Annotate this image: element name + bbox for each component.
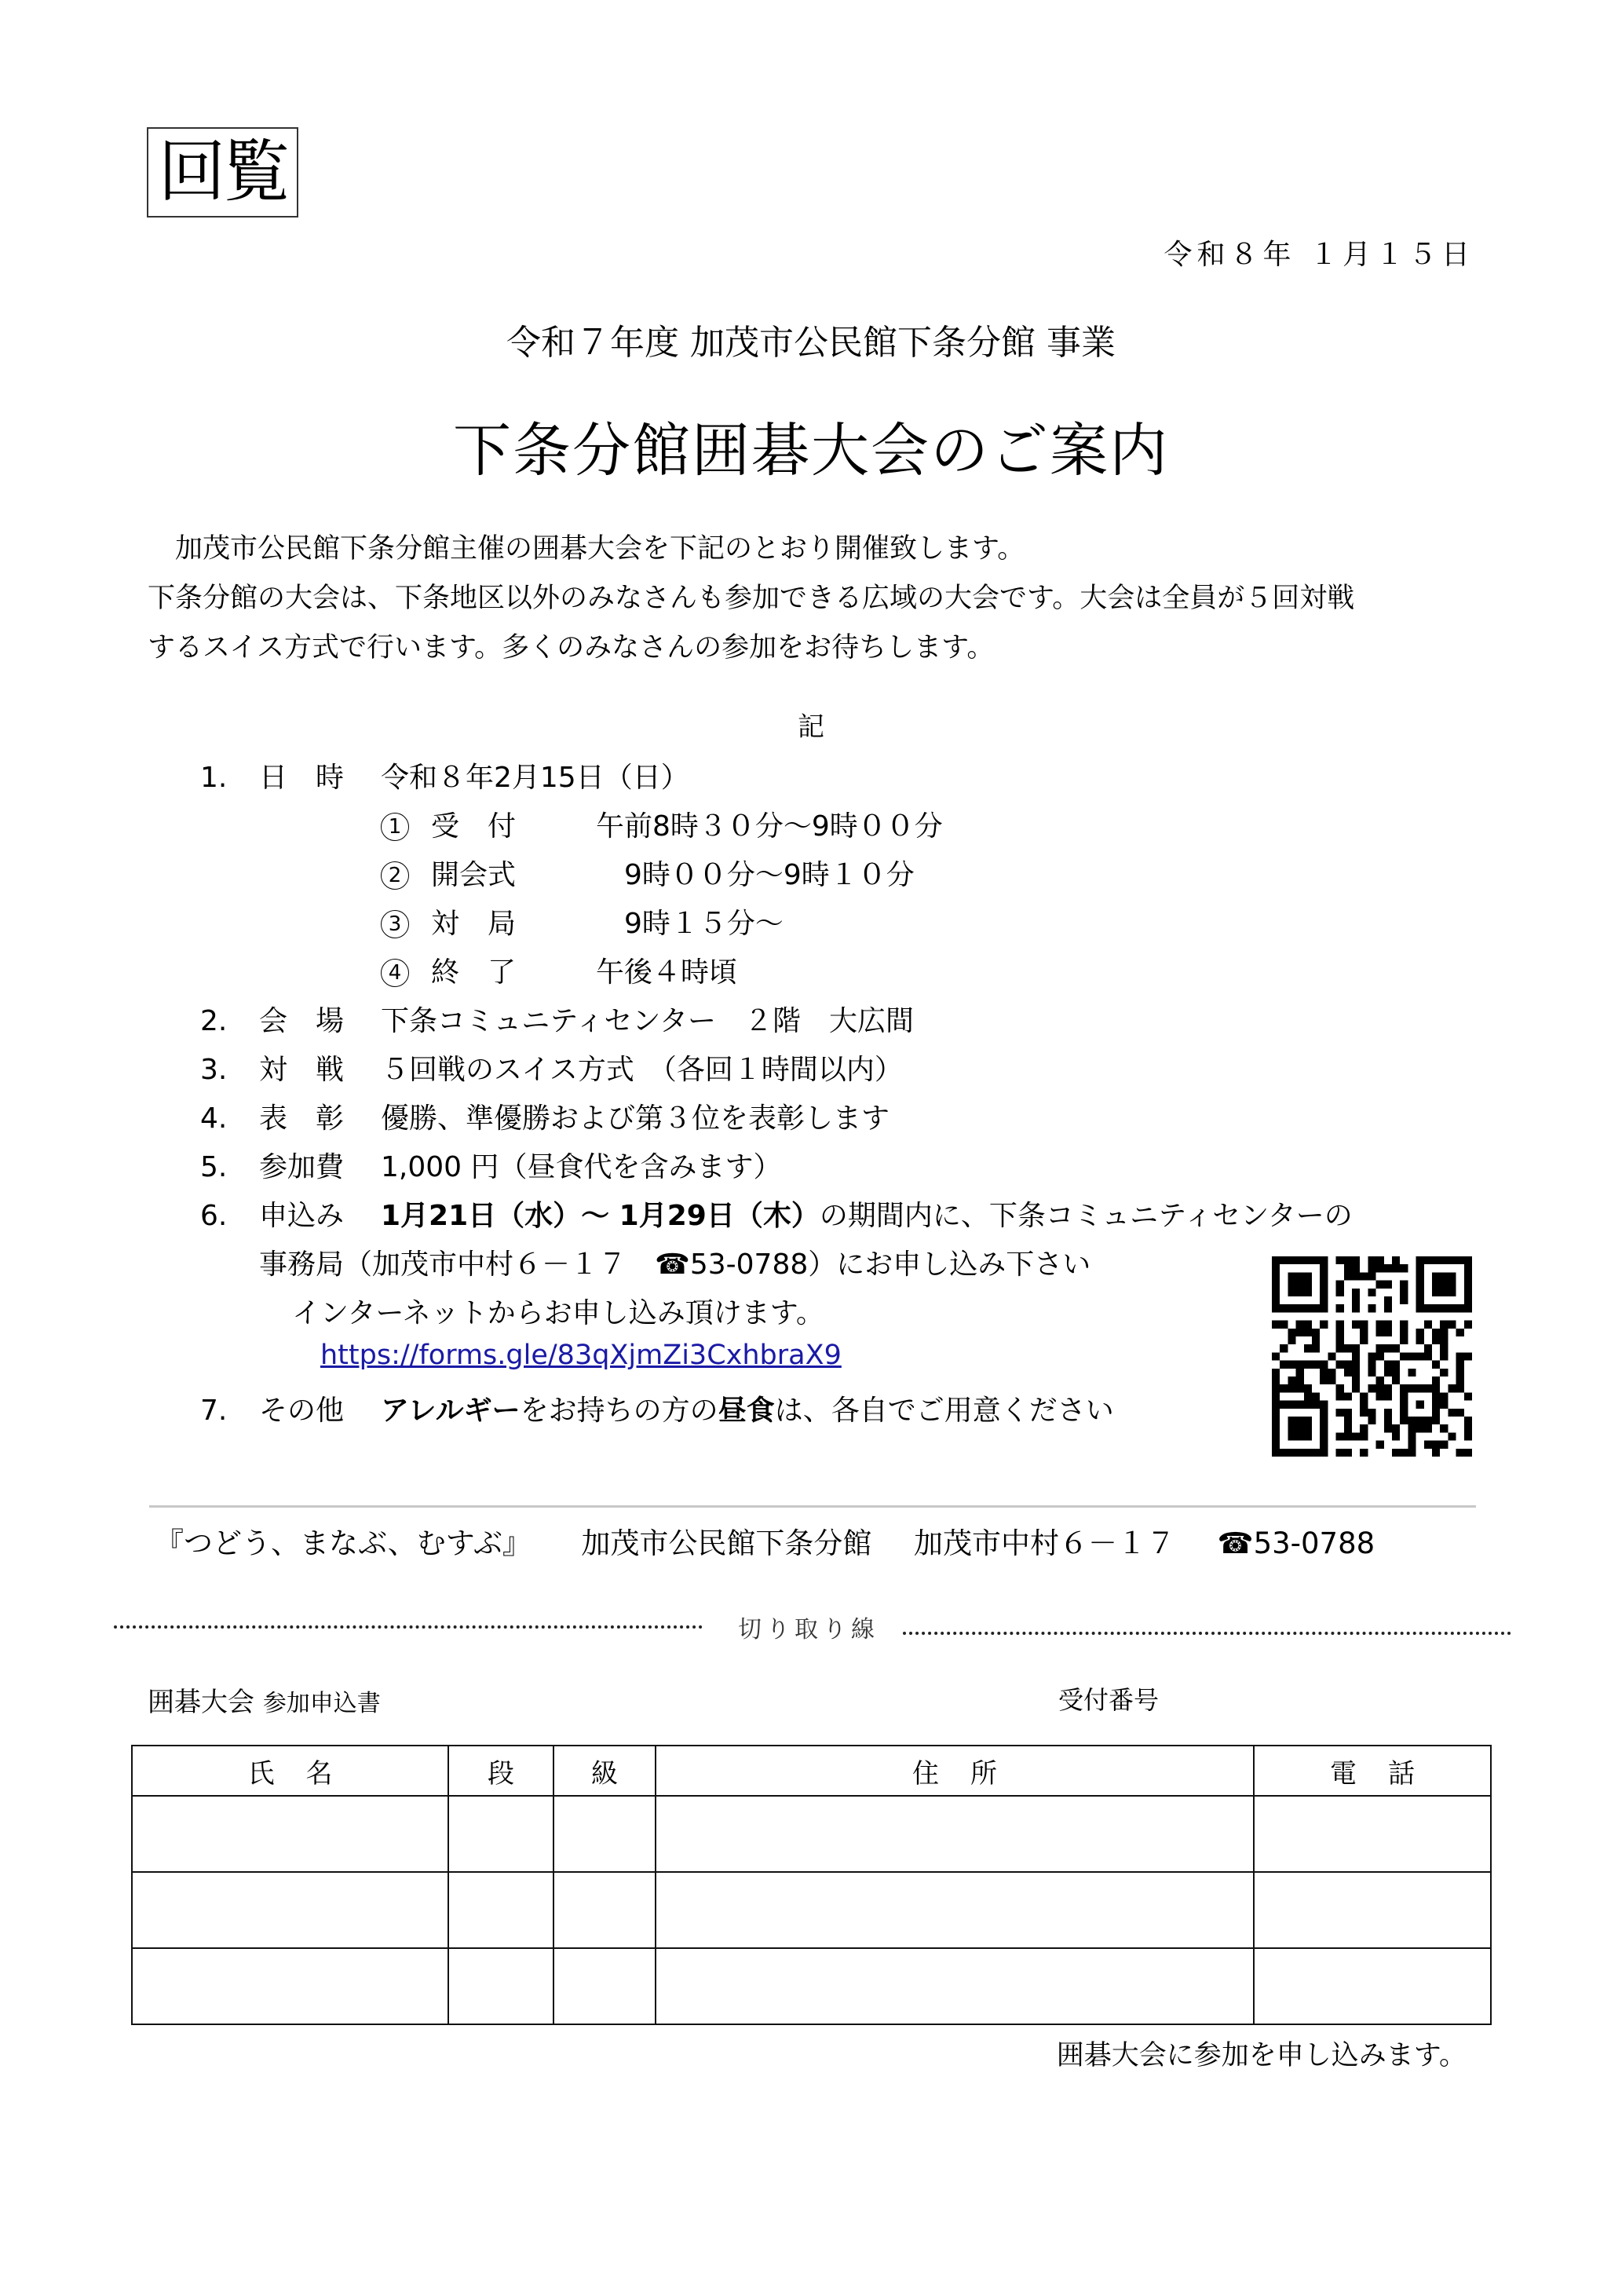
detail-item-datetime: 1. 日 時 令和８年2月15日（日）	[200, 762, 689, 794]
footer-slogan: 『つどう、まなぶ、むすぶ』	[155, 1526, 532, 1560]
footer-org: 加茂市公民館下条分館	[581, 1526, 872, 1560]
table-row	[132, 1948, 1491, 2024]
circled-number-icon: 2	[381, 861, 409, 890]
table-row	[132, 1872, 1491, 1948]
application-form-link[interactable]: https://forms.gle/83qXjmZi3CxhbraX9	[320, 1340, 842, 1371]
footer-phone: ☎53-0788	[1217, 1526, 1375, 1560]
circled-number-icon: 3	[381, 910, 409, 938]
document-title: 下条分館囲碁大会のご案内	[453, 417, 1169, 484]
dan-cell[interactable]	[448, 1796, 553, 1872]
application-contact: 事務局（加茂市中村６－１７ ☎53-0788）にお申し込み下さい	[259, 1249, 1091, 1281]
qr-code-icon[interactable]	[1272, 1256, 1472, 1457]
table-header-row	[132, 1746, 1491, 1796]
intro-line: するスイス方式で行います。多くのみなさんの参加をお待ちします。	[148, 632, 995, 664]
intro-paragraph	[148, 525, 1354, 673]
footer-address: 加茂市中村６－１７	[913, 1526, 1175, 1560]
schedule-item: 4 終 了 午後４時頃	[381, 950, 737, 990]
dan-cell[interactable]	[448, 1872, 553, 1948]
ki-heading: 記	[798, 711, 824, 743]
receipt-number-label: 受付番号	[1058, 1685, 1160, 1715]
application-internet-note: インターネットからお申し込み頂けます。	[292, 1297, 824, 1329]
kyu-cell[interactable]	[553, 1796, 656, 1872]
table-row	[132, 1796, 1491, 1872]
phone-cell[interactable]	[1254, 1872, 1491, 1948]
issue-date: 令和８年 １月１５日	[1164, 239, 1474, 271]
document-subtitle: 令和７年度 加茂市公民館下条分館 事業	[506, 323, 1116, 363]
phone-cell[interactable]	[1254, 1796, 1491, 1872]
address-cell[interactable]	[656, 1796, 1254, 1872]
column-header-dan: 段	[448, 1746, 553, 1796]
column-header-kyu: 級	[553, 1746, 656, 1796]
column-header-phone: 電話	[1254, 1746, 1491, 1796]
application-period: 1月21日（水）～ 1月29日（木）	[381, 1200, 820, 1232]
section-divider	[149, 1505, 1476, 1508]
circled-number-icon: 1	[381, 813, 409, 841]
detail-item-format: 3. 対 戦 ５回戦のスイス方式 （各回１時間以内）	[200, 1054, 903, 1086]
schedule-item: 2 開会式 9時００分～9時１０分	[381, 853, 915, 893]
circulation-stamp: 回覧	[147, 127, 298, 218]
detail-item-venue: 2. 会 場 下条コミュニティセンター ２階 大広間	[200, 1005, 914, 1037]
schedule-item: 1 受 付 午前8時３０分～9時００分	[381, 804, 943, 844]
footer-contact	[155, 1519, 1375, 1562]
cut-line-left	[114, 1625, 703, 1629]
cut-line-label: 切り取り線	[738, 1616, 879, 1643]
address-cell[interactable]	[656, 1872, 1254, 1948]
name-cell[interactable]	[132, 1872, 448, 1948]
application-confirmation: 囲碁大会に参加を申し込みます。	[1056, 2040, 1467, 2071]
detail-item-fee: 5. 参加費 1,000 円（昼食代を含みます）	[200, 1151, 782, 1183]
kyu-cell[interactable]	[553, 1948, 656, 2024]
circled-number-icon: 4	[381, 959, 409, 987]
cut-line-right	[903, 1632, 1511, 1635]
application-table	[131, 1745, 1492, 2025]
name-cell[interactable]	[132, 1948, 448, 2024]
column-header-name: 氏名	[132, 1746, 448, 1796]
form-title: 囲碁大会 参加申込書	[148, 1687, 381, 1718]
schedule-item: 3 対 局 9時１５分～	[381, 901, 784, 941]
intro-line: 加茂市公民館下条分館主催の囲碁大会を下記のとおり開催致します。	[148, 533, 1025, 565]
intro-line: 下条分館の大会は、下条地区以外のみなさんも参加できる広域の大会です。大会は全員が５回対戦	[148, 583, 1355, 614]
name-cell[interactable]	[132, 1796, 448, 1872]
detail-item-other: 7. その他 アレルギーをお持ちの方の昼食は、各自でご用意ください	[200, 1395, 1114, 1427]
detail-item-application: 6. 申込み 1月21日（水）～ 1月29日（木）の期間内に、下条コミュニティセンターの	[200, 1200, 1353, 1232]
dan-cell[interactable]	[448, 1948, 553, 2024]
kyu-cell[interactable]	[553, 1872, 656, 1948]
detail-item-awards: 4. 表 彰 優勝、準優勝および第３位を表彰します	[200, 1102, 890, 1135]
address-cell[interactable]	[656, 1948, 1254, 2024]
phone-cell[interactable]	[1254, 1948, 1491, 2024]
column-header-address: 住所	[656, 1746, 1254, 1796]
